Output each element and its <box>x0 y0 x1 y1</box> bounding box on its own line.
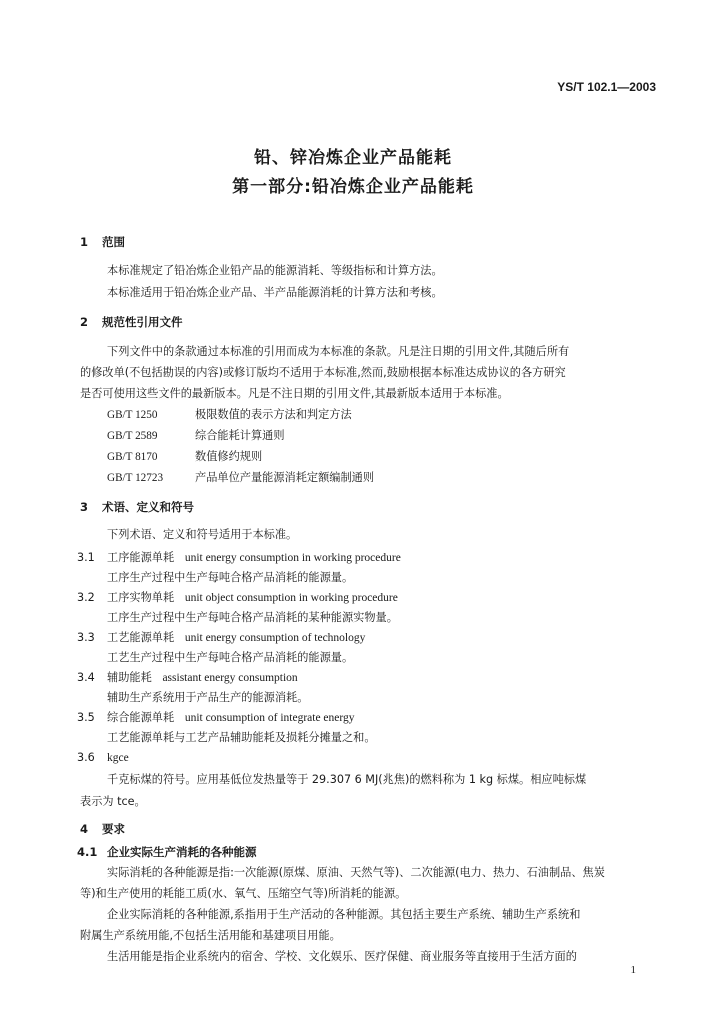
term-number: 3.4 <box>77 671 95 684</box>
section-title: 规范性引用文件 <box>102 315 183 329</box>
section-2-heading <box>80 315 183 329</box>
term-definition: 工艺生产过程中生产每吨合格产品消耗的能源量。 <box>107 651 354 664</box>
term-name: 综合能源单耗 <box>107 711 175 724</box>
reference-title: 产品单位产量能源消耗定额编制通则 <box>195 471 375 484</box>
reference-code: GB/T 2589 <box>107 430 158 442</box>
section-title: 范围 <box>102 235 125 249</box>
term-number: 3.6 <box>77 751 95 764</box>
document-title: 铅、锌冶炼企业产品能耗 <box>254 148 452 168</box>
term-name: 工艺能源单耗 <box>107 631 175 644</box>
term-number: 3.3 <box>77 631 95 644</box>
document-subtitle: 第一部分:铅冶炼企业产品能耗 <box>232 177 474 197</box>
term-name: 工序实物单耗 <box>107 591 175 604</box>
term-definition: 工艺能源单耗与工艺产品辅助能耗及损耗分摊量之和。 <box>107 731 376 744</box>
reference-item <box>107 450 262 464</box>
term-definition: 工序生产过程中生产每吨合格产品消耗的某种能源实物量。 <box>107 611 398 624</box>
term-english: assistant energy consumption <box>162 672 298 684</box>
subsection-4-1-heading <box>77 845 257 859</box>
paragraph: 企业实际消耗的各种能源,系指用于生产活动的各种能源。其包括主要生产系统、辅助生产系统和 <box>107 908 581 921</box>
term-symbol: kgce <box>107 752 129 764</box>
term-number: 3.1 <box>77 551 95 564</box>
term-definition: 千克标煤的符号。应用基低位发热量等于 29.307 6 MJ(兆焦)的燃料称为 1 kg 标煤。相应吨标煤 <box>107 773 587 786</box>
section-title: 术语、定义和符号 <box>102 500 194 514</box>
paragraph: 实际消耗的各种能源是指:一次能源(原煤、原油、天然气等)、二次能源(电力、热力、石油制品、焦炭 <box>107 866 605 879</box>
reference-code: GB/T 12723 <box>107 472 164 484</box>
term-definition: 辅助生产系统用于产品生产的能源消耗。 <box>107 691 309 704</box>
paragraph: 下列术语、定义和符号适用于本标准。 <box>107 528 298 541</box>
page-number: 1 <box>630 964 636 976</box>
term-definition: 表示为 tce。 <box>80 795 146 808</box>
section-1-heading <box>80 235 125 249</box>
paragraph: 本标准规定了铅冶炼企业铅产品的能源消耗、等级指标和计算方法。 <box>107 264 443 277</box>
term-definition: 工序生产过程中生产每吨合格产品消耗的能源量。 <box>107 571 354 584</box>
term-english: unit consumption of integrate energy <box>184 712 355 724</box>
section-number: 4 <box>80 822 89 836</box>
reference-code: GB/T 1250 <box>107 409 158 421</box>
term-english: unit energy consumption in working procedure <box>184 552 401 564</box>
term-english: unit energy consumption of technology <box>184 632 366 644</box>
subsection-title: 企业实际生产消耗的各种能源 <box>107 845 257 859</box>
paragraph: 下列文件中的条款通过本标准的引用而成为本标准的条款。凡是注日期的引用文件,其随后所有 <box>107 345 570 358</box>
paragraph: 的修改单(不包括勘误的内容)或修订版均不适用于本标准,然而,鼓励根据本标准达成协议的各方研究 <box>80 366 566 379</box>
term-entry <box>77 551 401 565</box>
paragraph: 等)和生产使用的耗能工质(水、氧气、压缩空气等)所消耗的能源。 <box>80 887 407 900</box>
term-entry <box>77 711 355 725</box>
section-number: 2 <box>80 315 89 329</box>
reference-code: GB/T 8170 <box>107 451 158 463</box>
paragraph: 生活用能是指企业系统内的宿舍、学校、文化娱乐、医疗保健、商业服务等直接用于生活方面的 <box>107 950 577 963</box>
reference-item <box>107 408 352 422</box>
subsection-number: 4.1 <box>77 845 98 859</box>
standard-code: YS/T 102.1—2003 <box>557 80 656 94</box>
paragraph: 本标准适用于铅冶炼企业产品、半产品能源消耗的计算方法和考核。 <box>107 286 443 299</box>
term-entry <box>77 631 365 645</box>
term-number: 3.5 <box>77 711 95 724</box>
reference-title: 极限数值的表示方法和判定方法 <box>195 408 352 421</box>
term-name: 辅助能耗 <box>107 671 152 684</box>
section-number: 3 <box>80 500 89 514</box>
section-title: 要求 <box>102 822 125 836</box>
term-number: 3.2 <box>77 591 95 604</box>
term-english: unit object consumption in working procedure <box>184 592 398 604</box>
term-entry <box>77 591 398 605</box>
section-3-heading <box>80 500 194 514</box>
reference-title: 综合能耗计算通则 <box>195 429 285 442</box>
term-name: 工序能源单耗 <box>107 551 175 564</box>
term-entry <box>77 671 298 685</box>
reference-title: 数值修约规则 <box>195 450 263 463</box>
paragraph: 是否可使用这些文件的最新版本。凡是不注日期的引用文件,其最新版本适用于本标准。 <box>80 387 509 400</box>
reference-item <box>107 471 374 485</box>
section-4-heading <box>80 822 125 836</box>
term-entry <box>77 751 129 765</box>
section-number: 1 <box>80 235 89 249</box>
paragraph: 附属生产系统用能,不包括生活用能和基建项目用能。 <box>80 929 341 942</box>
reference-item <box>107 429 285 443</box>
